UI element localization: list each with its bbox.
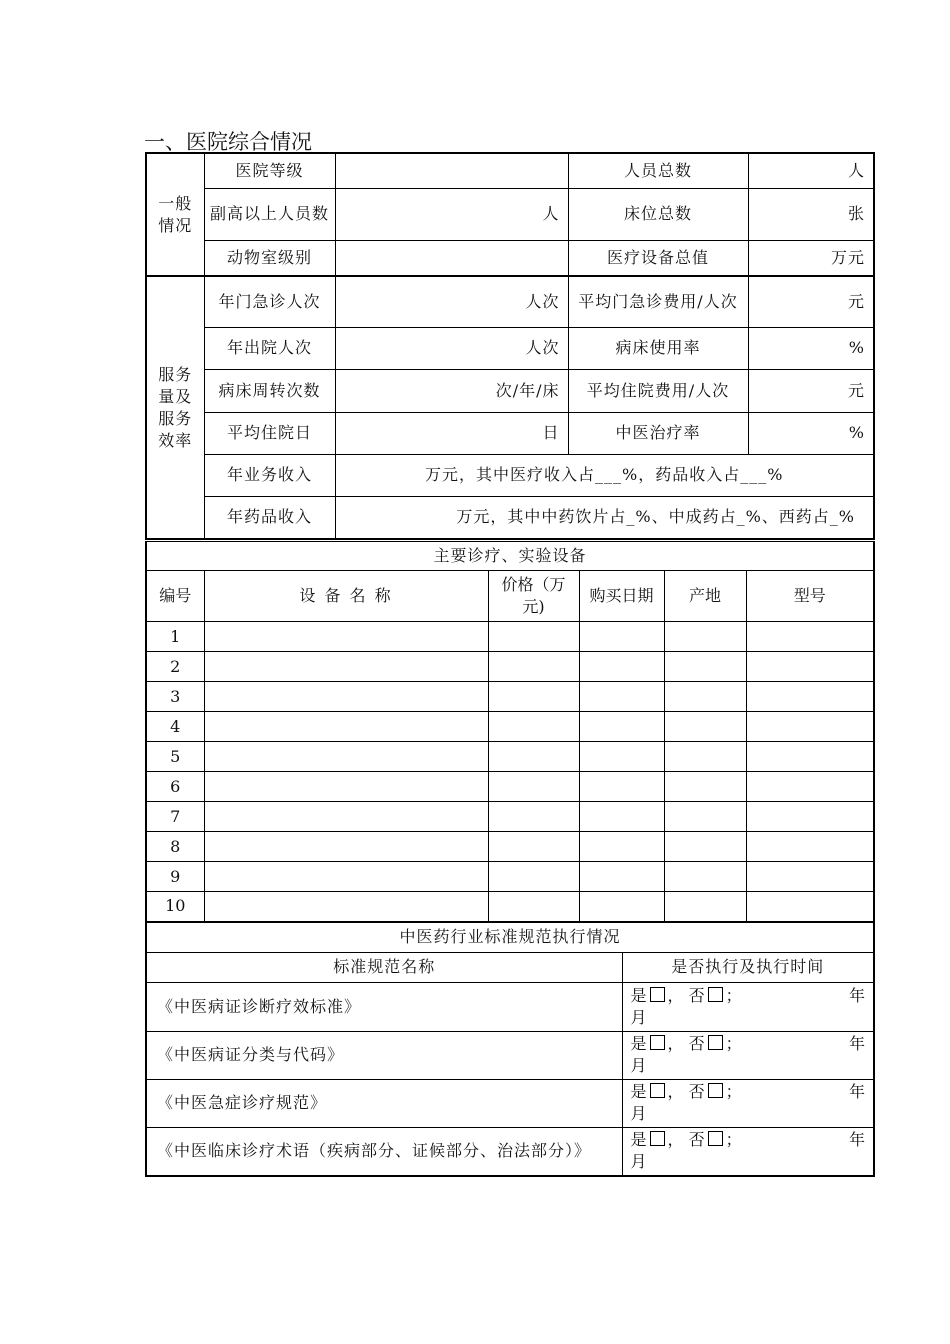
discharge-label: 年出院人次: [204, 327, 335, 369]
table-row: 1: [146, 622, 874, 652]
standard-name: 《中医病证分类与代码》: [146, 1031, 622, 1079]
equip-value[interactable]: 万元: [748, 240, 874, 276]
avg-outpatient-label: 平均门急诊费用/人次: [568, 276, 748, 327]
execution-answer: 是 ， 否 ； 年 月: [622, 1127, 874, 1176]
standard-name: 《中医临床诊疗术语（疾病部分、证候部分、治法部分）》: [146, 1127, 622, 1176]
discharge-value[interactable]: 人次: [335, 327, 568, 369]
table-row: 5: [146, 742, 874, 772]
table-row: 3: [146, 682, 874, 712]
beds-label: 床位总数: [568, 188, 748, 240]
col-purchase-date: 购买日期: [579, 571, 664, 622]
standards-heading: 中医药行业标准规范执行情况: [146, 922, 874, 952]
staff-value[interactable]: 人: [748, 153, 874, 188]
standard-name: 《中医急症诊疗规范》: [146, 1079, 622, 1127]
grade-label: 医院等级: [204, 153, 335, 188]
staff-label: 人员总数: [568, 153, 748, 188]
yes-checkbox[interactable]: [650, 1035, 665, 1050]
execution-answer: 是 ， 否 ； 年 月: [622, 1079, 874, 1127]
animal-label: 动物室级别: [204, 240, 335, 276]
col-equipment-name: 设 备 名 称: [204, 571, 488, 622]
no-checkbox[interactable]: [708, 1083, 723, 1098]
table-row: [146, 1127, 874, 1176]
bed-usage-value[interactable]: %: [748, 327, 874, 369]
no-checkbox[interactable]: [708, 1131, 723, 1146]
col-origin: 产地: [664, 571, 746, 622]
equipment-table: [145, 541, 875, 923]
col-standard-name: 标准规范名称: [146, 952, 622, 982]
table-row: [146, 1079, 874, 1127]
avg-days-value[interactable]: 日: [335, 412, 568, 454]
yes-checkbox[interactable]: [650, 1083, 665, 1098]
table-row: [146, 1031, 874, 1079]
standard-name: 《中医病证诊断疗效标准》: [146, 982, 622, 1031]
table-row: 8: [146, 832, 874, 862]
execution-answer: 是 ， 否 ； 年 月: [622, 982, 874, 1031]
turnover-value[interactable]: 次/年/床: [335, 369, 568, 412]
senior-label: 副高以上人员数: [204, 188, 335, 240]
execution-answer: 是 ， 否 ； 年 月: [622, 1031, 874, 1079]
animal-value[interactable]: [335, 240, 568, 276]
yes-checkbox[interactable]: [650, 1131, 665, 1146]
turnover-label: 病床周转次数: [204, 369, 335, 412]
table-row: 9: [146, 862, 874, 892]
beds-value[interactable]: 张: [748, 188, 874, 240]
table-row: 2: [146, 652, 874, 682]
equipment-heading: 主要诊疗、实验设备: [146, 542, 874, 571]
bed-usage-label: 病床使用率: [568, 327, 748, 369]
avg-days-label: 平均住院日: [204, 412, 335, 454]
avg-inpatient-value[interactable]: 元: [748, 369, 874, 412]
equip-value-label: 医疗设备总值: [568, 240, 748, 276]
table-row: 6: [146, 772, 874, 802]
tcm-rate-value[interactable]: %: [748, 412, 874, 454]
section-title: 一、医院综合情况: [144, 130, 312, 154]
grade-value[interactable]: [335, 153, 568, 188]
col-number: 编号: [146, 571, 204, 622]
senior-value[interactable]: 人: [335, 188, 568, 240]
yes-checkbox[interactable]: [650, 987, 665, 1002]
table-row: 10: [146, 892, 874, 922]
outpatient-label: 年门急诊人次: [204, 276, 335, 327]
avg-inpatient-label: 平均住院费用/人次: [568, 369, 748, 412]
table-row: [146, 982, 874, 1031]
no-checkbox[interactable]: [708, 1035, 723, 1050]
table-row: 7: [146, 802, 874, 832]
col-model: 型号: [746, 571, 874, 622]
drug-label: 年药品收入: [204, 496, 335, 539]
table-row: 4: [146, 712, 874, 742]
service-group-label: 服务量及服务效率: [146, 276, 204, 539]
hospital-overview-table: [145, 152, 875, 540]
tcm-rate-label: 中医治疗率: [568, 412, 748, 454]
drug-value[interactable]: 万元，其中中药饮片占_%、中成药占_%、西药占_%: [335, 496, 874, 539]
no-checkbox[interactable]: [708, 987, 723, 1002]
avg-outpatient-value[interactable]: 元: [748, 276, 874, 327]
revenue-value[interactable]: 万元，其中医疗收入占___%，药品收入占___%: [335, 454, 874, 496]
revenue-label: 年业务收入: [204, 454, 335, 496]
col-price: 价格（万元): [488, 571, 579, 622]
standards-table: [145, 921, 875, 1177]
outpatient-value[interactable]: 人次: [335, 276, 568, 327]
general-group-label: 一般情况: [146, 153, 204, 276]
col-execution: 是否执行及执行时间: [622, 952, 874, 982]
